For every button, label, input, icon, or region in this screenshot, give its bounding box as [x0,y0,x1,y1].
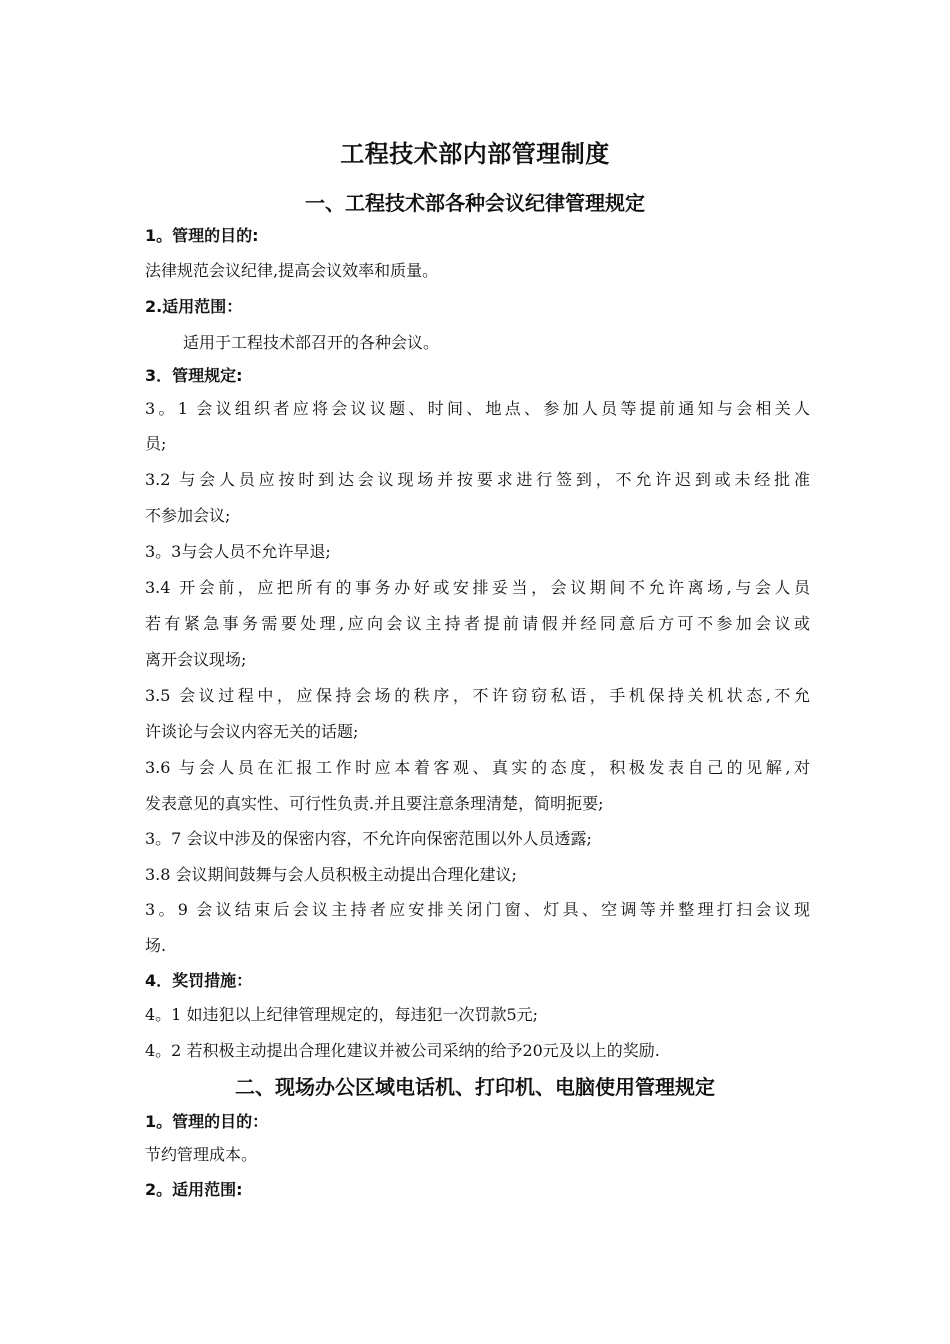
section-2-heading-purpose: 1。管理的目的： [145,1112,269,1131]
rule-3-2-line-2: 不参加会议; [145,506,231,525]
section-1-heading-purpose: 1。管理的目的: [145,226,259,245]
rule-3-6-line-2: 发表意见的真实性、可行性负责.并且要注意条理清楚，简明扼要; [145,794,604,813]
rule-3-5-line-2: 许谈论与会议内容无关的话题; [145,722,359,741]
rule-3-7: 3。7 会议中涉及的保密内容，不允许向保密范围以外人员透露; [145,829,592,848]
section-1-heading-rules: 3．管理规定: [145,366,243,385]
rule-3-1-line-1: 3。1 会议组织者应将会议议题、时间、地点、参加人员等提前通知与会相关人 [145,399,810,418]
section-1-scope-text: 适用于工程技术部召开的各种会议。 [183,333,440,352]
section-1-heading-rewards: 4．奖罚措施： [145,971,253,990]
section-2-title: 二、现场办公区域电话机、打印机、电脑使用管理规定 [235,1075,715,1099]
rule-3-9-line-1: 3。9 会议结束后会议主持者应安排关闭门窗、灯具、空调等并整理打扫会议现 [145,900,810,919]
rule-3-9-line-2: 场. [145,936,167,955]
section-2-heading-scope: 2。适用范围: [145,1180,243,1199]
reward-4-1: 4。1 如违犯以上纪律管理规定的，每违犯一次罚款5元; [145,1005,539,1024]
rule-3-4-line-1: 3.4 开会前，应把所有的事务办好或安排妥当，会议期间不允许离场,与会人员 [145,578,810,597]
section-1-title: 一、工程技术部各种会议纪律管理规定 [305,191,645,215]
reward-4-2: 4。2 若积极主动提出合理化建议并被公司采纳的给予20元及以上的奖励. [145,1041,660,1060]
document-title: 工程技术部内部管理制度 [340,140,610,168]
rule-3-8: 3.8 会议期间鼓舞与会人员积极主动提出合理化建议; [145,865,517,884]
rule-3-2-line-1: 3.2 与会人员应按时到达会议现场并按要求进行签到，不允许迟到或未经批准 [145,470,810,489]
section-2-purpose-text: 节约管理成本。 [145,1145,258,1164]
section-1-purpose-text: 法律规范会议纪律,提高会议效率和质量。 [145,261,439,280]
rule-3-4-line-2: 若有紧急事务需要处理,应向会议主持者提前请假并经同意后方可不参加会议或 [145,614,810,633]
rule-3-4-line-3: 离开会议现场; [145,650,247,669]
rule-3-6-line-1: 3.6 与会人员在汇报工作时应本着客观、真实的态度，积极发表自己的见解,对 [145,758,810,777]
rule-3-5-line-1: 3.5 会议过程中，应保持会场的秩序，不许窃窃私语，手机保持关机状态,不允 [145,686,810,705]
rule-3-1-line-2: 员; [145,434,167,453]
section-1-heading-scope: 2.适用范围： [145,297,243,316]
rule-3-3: 3。3与会人员不允许早退; [145,542,331,561]
